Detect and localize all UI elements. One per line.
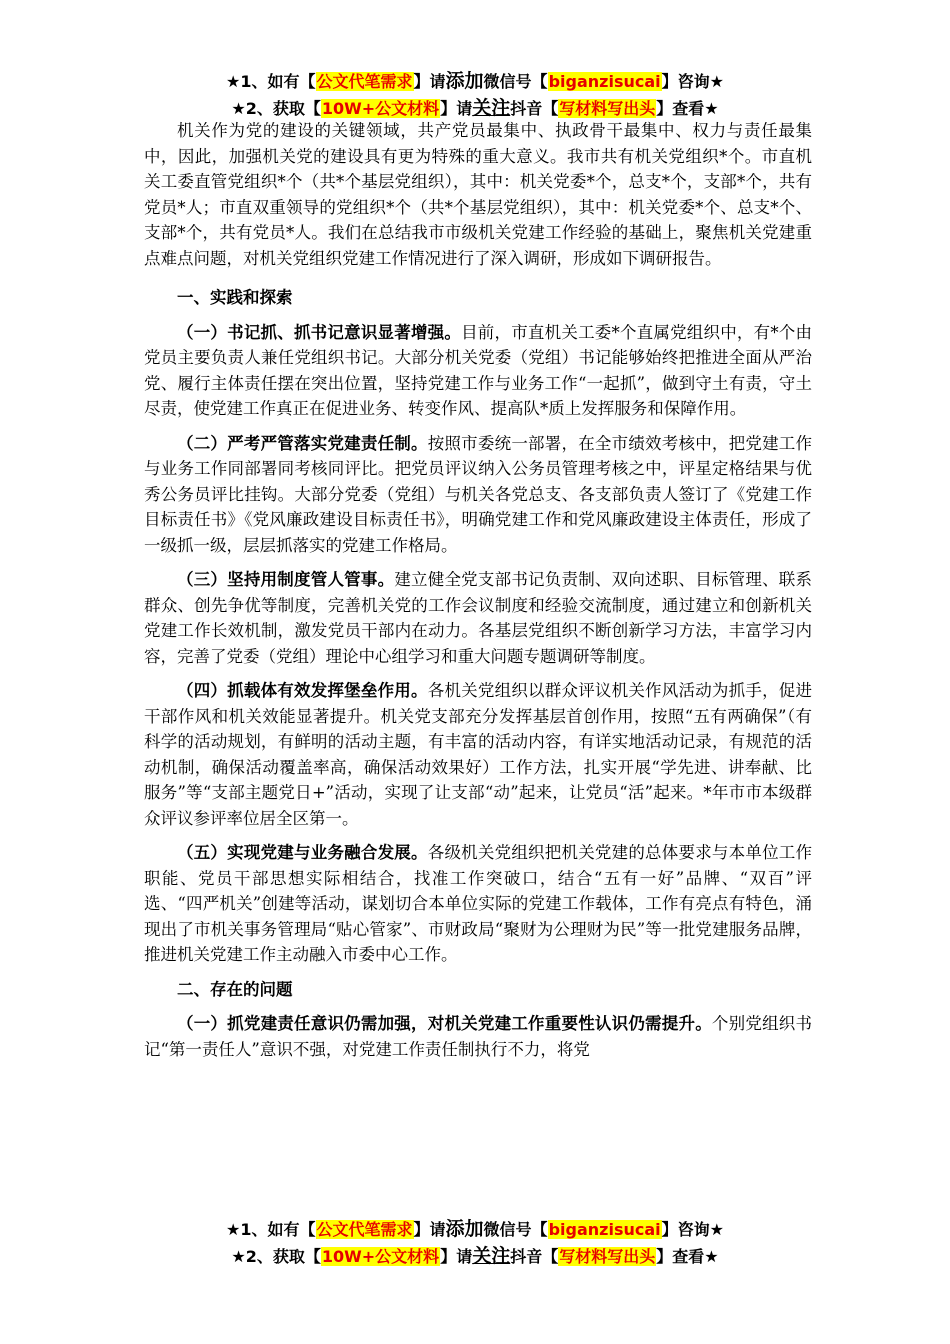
promo-line-2: ★2、获取【10W+公文材料】请关注抖音【写材料写出头】查看★ — [231, 1245, 719, 1267]
promo-banner-bottom — [0, 1216, 950, 1270]
intro-paragraph: 机关作为党的建设的关键领域，共产党员最集中、执政骨干最集中、权力与责任最集中，因此，加强机关党的建设具有更为特殊的重大意义。我市共有机关党组织*个。市直机关工委直管党组织*个（共*个基层党组织），其中：机关党委*个，总支*个，支部*个，共有党员*人；市直双重领导的党组织*个（共*个基层党组织），其中：机关党委*个、总支*个、支部*个，共有党员*人。我们在总结我市市级机关党建工作经验的基础上，聚焦机关党建重点难点问题，对机关党组织党建工作情况进行了深入调研，形成如下调研报告。 — [144, 121, 812, 268]
highlight-materials: 10W+公文材料 — [321, 99, 440, 118]
paragraph-system — [144, 567, 812, 669]
highlight-service: 公文代笔需求 — [316, 72, 413, 91]
highlight-service: 公文代笔需求 — [316, 1220, 413, 1239]
paragraph-lead: （一）抓党建责任意识仍需加强，对机关党建工作重要性认识仍需提升。 — [177, 1014, 712, 1033]
highlight-douyin-account: 写材料写出头 — [559, 1247, 656, 1266]
document-body — [144, 118, 812, 1062]
paragraph-text: 目前，市直机关工委*个直属党组织中，有*个由党员主要负责人兼任党组织书记。大部分机关党委（党组）书记能够始终把推进全面从严治党、履行主体责任摆在突出位置，坚持党建工作与业务工作“一起抓”，做到守土有责，守土尽责，使党建工作真正在促进业务、转变作风、提高队*质上发挥服务和保障作用。 — [144, 322, 813, 418]
paragraph-lead: （四）抓载体有效发挥堡垒作用。 — [177, 681, 428, 700]
highlight-wechat-id: biganzisucai — [548, 72, 661, 91]
paragraph-text: 按照市委统一部署，在全市绩效考核中，把党建工作与业务工作同部署同考核同评比。把党员评议纳入公务员管理考核之中，评星定格结果与优秀公务员评比挂钩。大部分党委（党组）与机关各党总支、各支部负责人签订了《党建工作目标责任书》《党风廉政建设目标责任书》，明确党建工作和党风廉政建设主体责任，形成了一级抓一级，层层抓落实的党建工作格局。 — [144, 433, 813, 555]
highlight-douyin-account: 写材料写出头 — [559, 99, 656, 118]
paragraph-awareness — [144, 1011, 812, 1062]
section-heading-practice: 一、实践和探索 — [177, 288, 293, 307]
highlight-materials: 10W+公文材料 — [321, 1247, 440, 1266]
promo-banner-top — [0, 68, 950, 122]
paragraph-text: 各级机关党组织把机关党建的总体要求与本单位工作职能、党员干部思想实际相结合，找准工作突破口，结合“五有一好”品牌、“双百”评选、“四严机关”创建等活动，谋划切合本单位实际的党建工作载体，工作有亮点有特色，涌现出了市机关事务管理局“贴心管家”、市财政局“聚财为公理财为民”等一批党建服务品牌，推进机关党建工作主动融入市委中心工作。 — [144, 843, 813, 964]
paragraph-responsibility — [144, 431, 812, 559]
paragraph-lead: （二）严考严管落实党建责任制。 — [177, 433, 428, 453]
paragraph-lead: （五）实现党建与业务融合发展。 — [177, 843, 428, 862]
paragraph-text: 建立健全党支部书记负责制、双向述职、目标管理、联系群众、创先争优等制度，完善机关党的工作会议制度和经验交流制度，通过建立和创新机关党建工作长效机制，激发党员干部内在动力。各基层党组织不断创新学习方法，丰富学习内容，完善了党委（党组）理论中心组学习和重大问题专题调研等制度。 — [144, 570, 813, 666]
highlight-wechat-id: biganzisucai — [548, 1220, 661, 1239]
section-heading-problems: 二、存在的问题 — [177, 979, 293, 999]
paragraph-lead: （三）坚持用制度管人管事。 — [177, 570, 395, 589]
promo-line-1: ★1、如有【公文代笔需求】请添加微信号【biganzisucai】咨询★ — [226, 70, 724, 92]
promo-line-1: ★1、如有【公文代笔需求】请添加微信号【biganzisucai】咨询★ — [226, 1218, 724, 1240]
paragraph-carrier — [144, 678, 812, 831]
paragraph-secretary — [144, 320, 812, 422]
paragraph-text: 个别党组织书记“第一责任人”意识不强，对党建工作责任制执行不力，将党 — [144, 1014, 813, 1059]
promo-line-2: ★2、获取【10W+公文材料】请关注抖音【写材料写出头】查看★ — [231, 97, 719, 119]
paragraph-text: 各机关党组织以群众评议机关作风活动为抓手，促进干部作风和机关效能显著提升。机关党支部充分发挥基层首创作用，按照“五有两确保”（有科学的活动规划，有鲜明的活动主题，有丰富的活动内容，有详实地活动记录，有规范的活动机制，确保活动覆盖率高，确保活动效果好）工作方法，扎实开展“学先进、讲奉献、比服务”等“支部主题党日+”活动，实现了让支部“动”起来，让党员“活”起来。*年市市本级群众评议参评率位居全区第一。 — [144, 681, 813, 828]
paragraph-integration — [144, 840, 812, 968]
paragraph-lead: （一）书记抓、抓书记意识显著增强。 — [177, 322, 462, 342]
